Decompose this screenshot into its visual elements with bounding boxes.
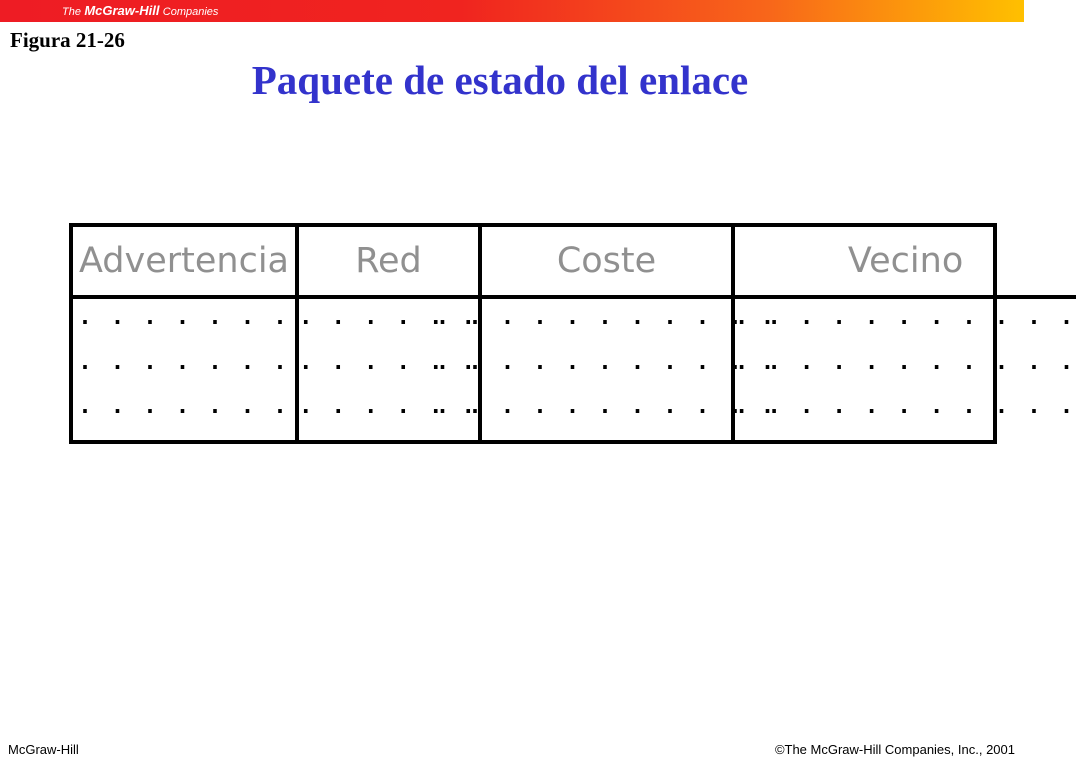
figure-label: Figura 21-26 bbox=[10, 28, 125, 52]
column-header-coste: Coste bbox=[482, 227, 735, 299]
dot-row: · · · · · · · · · · · bbox=[435, 311, 778, 336]
dot-row: · · · · · · · bbox=[78, 355, 290, 381]
dot-row: · · · · · · · bbox=[78, 311, 290, 336]
brand-bar bbox=[0, 0, 1024, 22]
column-header-red: Red bbox=[299, 227, 482, 299]
logo-name: McGraw-Hill bbox=[84, 3, 160, 18]
column-body-vecino bbox=[735, 299, 1076, 440]
dot-row: · · · · · · bbox=[299, 400, 478, 425]
dot-row: · · · · · · · · · · · bbox=[735, 355, 1076, 381]
column-header-vecino: Vecino bbox=[735, 227, 1076, 299]
dot-row: · · · · · · · · · · · bbox=[435, 355, 778, 381]
dot-row: · · · · · · · · · · · bbox=[735, 400, 1076, 425]
dot-row: · · · · · · bbox=[299, 355, 478, 381]
slide-title: Paquete de estado del enlace bbox=[251, 57, 749, 103]
footer-copyright: ©The McGraw-Hill Companies, Inc., 2001 bbox=[774, 742, 1015, 757]
dot-row: · · · · · · · · · · · bbox=[435, 400, 778, 425]
publisher-logo bbox=[62, 3, 218, 20]
logo-the: The bbox=[62, 6, 81, 18]
column-header-advertencia: Advertencia bbox=[73, 227, 299, 299]
dot-row: · · · · · · bbox=[299, 311, 478, 336]
dot-row: · · · · · · · bbox=[78, 400, 290, 425]
column-body-coste bbox=[435, 299, 778, 440]
dot-row: · · · · · · · · · · · bbox=[735, 311, 1076, 336]
link-state-packet-diagram bbox=[69, 223, 1076, 444]
logo-companies: Companies bbox=[162, 6, 219, 18]
column-body-advertencia bbox=[73, 299, 299, 440]
footer-publisher: McGraw-Hill bbox=[8, 742, 79, 757]
